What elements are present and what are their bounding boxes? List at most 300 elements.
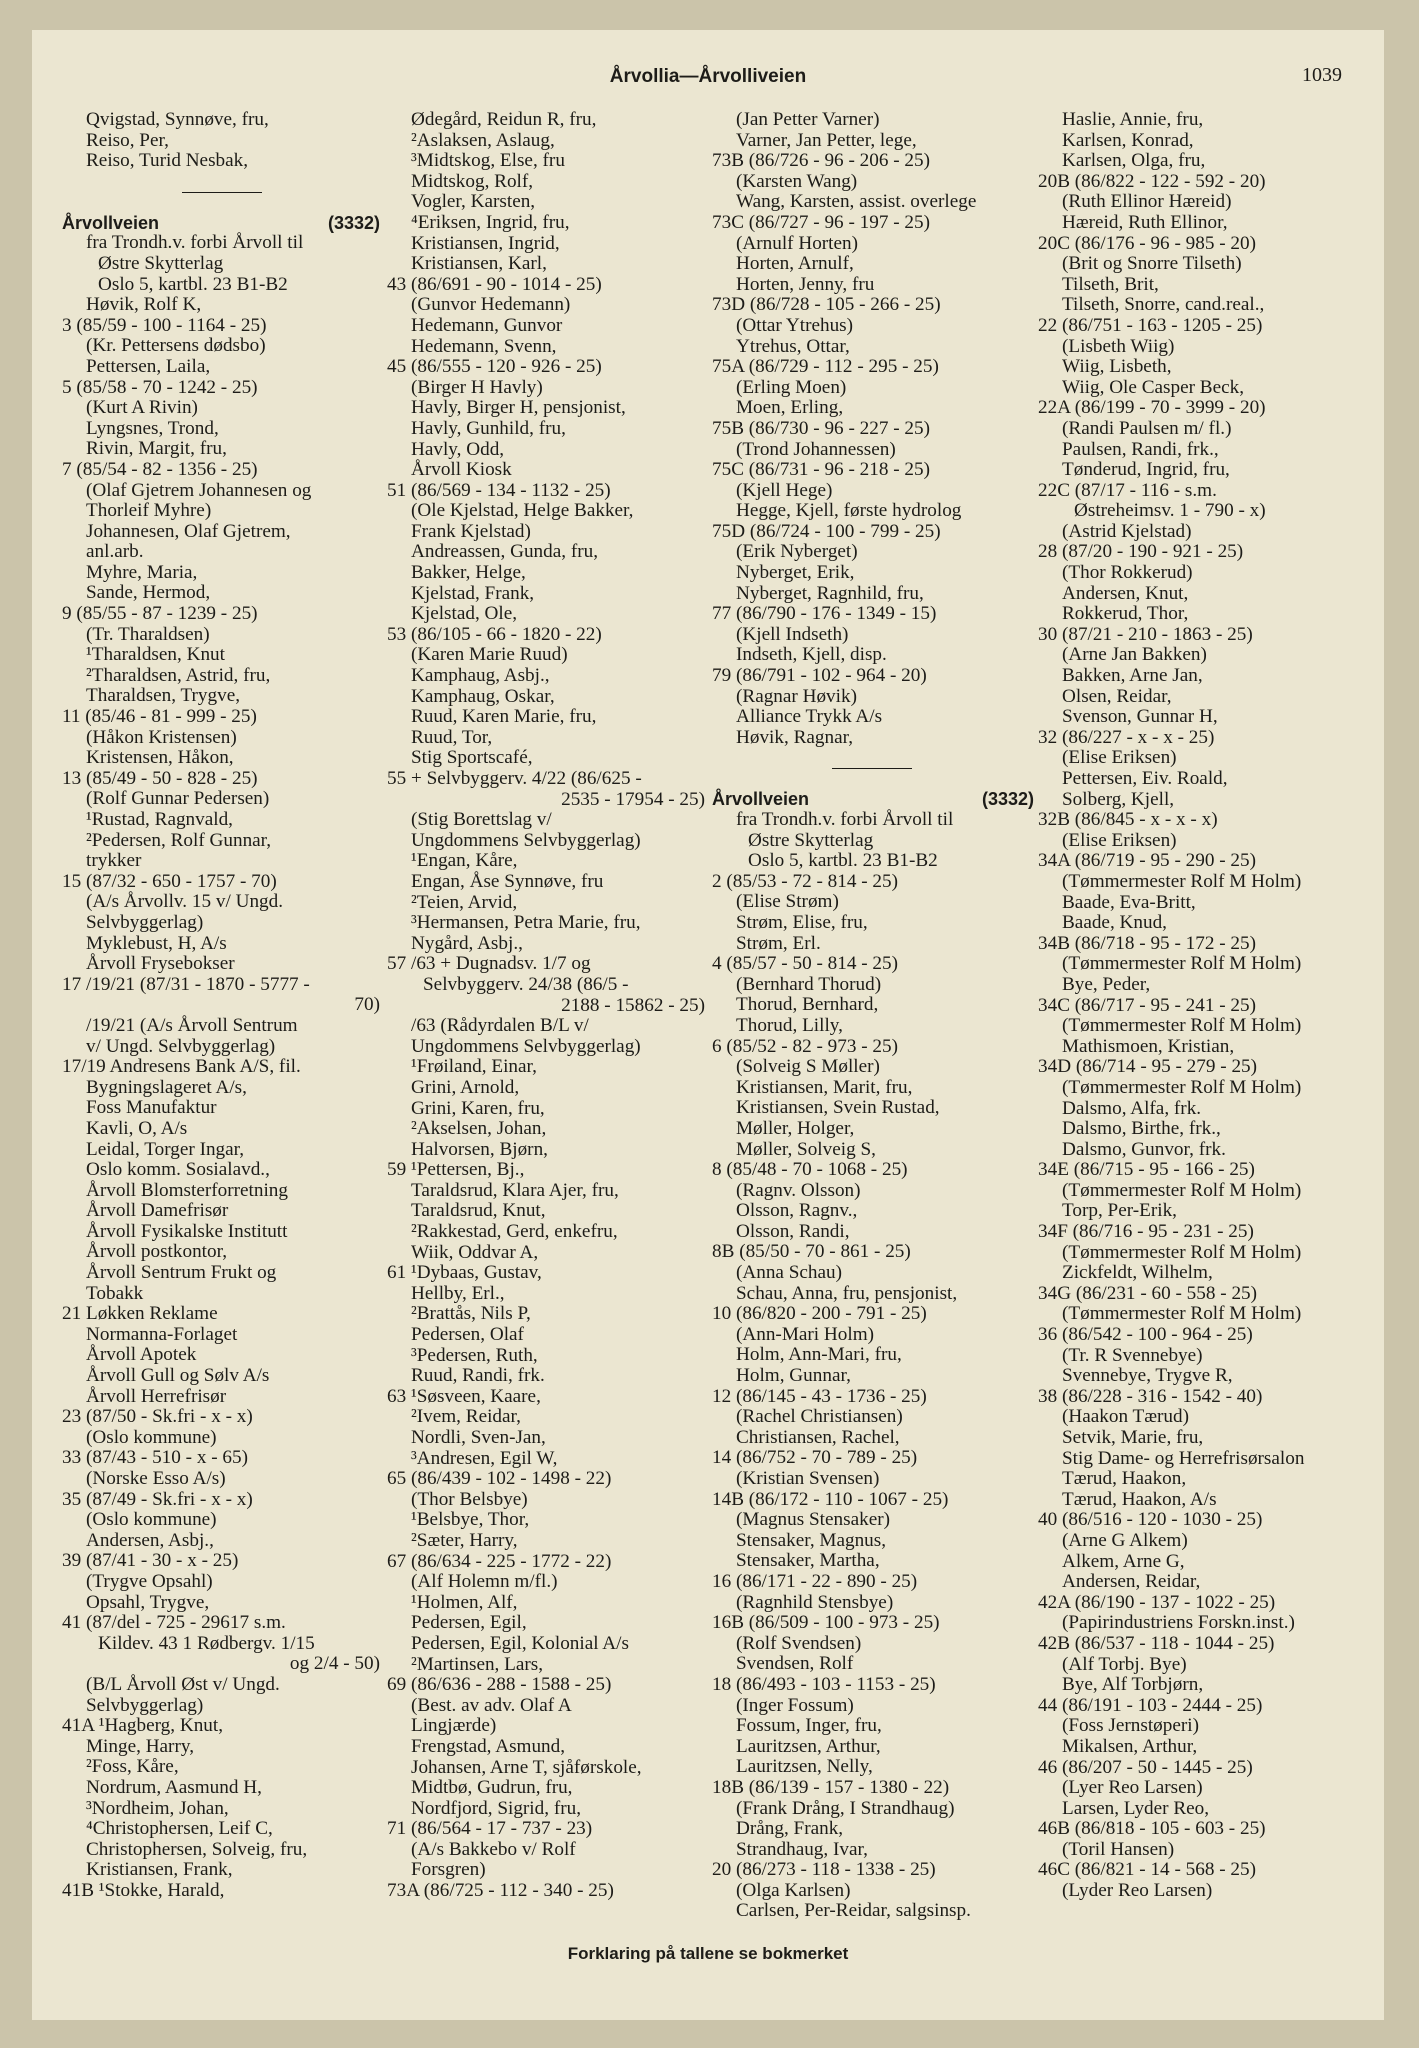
address-entry: 46C (86/821 - 14 - 568 - 25): [1038, 1859, 1256, 1881]
listing-entry: Lyngsnes, Trond,: [86, 417, 219, 439]
listing-entry: Pedersen, Egil,: [411, 1612, 527, 1634]
listing-entry: Reiso, Per,: [86, 129, 169, 151]
listing-entry: Bye, Peder,: [1062, 973, 1151, 995]
listing-entry: trykker: [86, 850, 142, 872]
listing-entry: (Elise Eriksen): [1062, 829, 1177, 851]
listing-entry: Andersen, Asbj.,: [86, 1529, 214, 1551]
listing-entry: Andersen, Knut,: [1062, 582, 1189, 604]
address-entry: 28 (87/20 - 190 - 921 - 25): [1038, 541, 1244, 563]
listing-entry: Hegge, Kjell, første hydrolog: [736, 500, 962, 522]
listing-entry: Normanna-Forlaget: [86, 1323, 238, 1345]
listing-entry: (Ruth Ellinor Hæreid): [1062, 191, 1232, 213]
address-entry: 17 /19/21 (87/31 - 1870 - 5777 -: [62, 973, 310, 995]
listing-entry: Ruud, Karen Marie, fru,: [411, 706, 597, 728]
listing-entry: (Ragnar Høvik): [736, 685, 857, 707]
listing-entry: Stig Dame- og Herrefrisørsalon: [1062, 1447, 1305, 1469]
listing-entry: (Toril Hansen): [1062, 1838, 1175, 1860]
listing-entry: Stig Sportscafé,: [411, 747, 533, 769]
listing-entry: Minge, Harry,: [86, 1735, 194, 1757]
listing-entry: (Kr. Pettersens dødsbo): [86, 335, 266, 357]
street-heading: [62, 213, 380, 234]
listing-entry: (Norske Esso A/s): [86, 1468, 226, 1489]
address-entry: 20B (86/822 - 122 - 592 - 20): [1038, 170, 1266, 192]
listing-entry: Hedemann, Gunvor: [411, 314, 563, 336]
listing-entry: Holm, Ann-Mari, fru,: [736, 1344, 902, 1366]
listing-entry: Oslo 5, kartbl. 23 B1-B2: [748, 850, 938, 872]
listing-entry: Mathismoen, Kristian,: [1062, 1035, 1235, 1057]
listing-entry: Horten, Arnulf,: [736, 253, 854, 275]
address-entry: 53 (86/105 - 66 - 1820 - 22): [387, 623, 602, 645]
listing-entry: (Ragnhild Stensbye): [736, 1591, 894, 1613]
listing-entry: ³Pedersen, Ruth,: [411, 1344, 538, 1366]
address-entry: 7 (85/54 - 82 - 1356 - 25): [62, 458, 258, 480]
address-entry: 22C (87/17 - 116 - s.m.: [1038, 479, 1217, 501]
listing-entry: (Haakon Tærud): [1062, 1406, 1189, 1428]
listing-entry: (Thor Belsbye): [411, 1488, 528, 1510]
listing-entry: ²Brattås, Nils P,: [411, 1303, 531, 1325]
listing-entry: Thorud, Bernhard,: [736, 994, 879, 1016]
address-entry: 22A (86/199 - 70 - 3999 - 20): [1038, 397, 1266, 419]
listing-entry: Kamphaug, Oskar,: [411, 685, 555, 707]
listing-entry: Havly, Gunhild, fru,: [411, 417, 566, 439]
listing-entry: Strøm, Elise, fru,: [736, 911, 868, 933]
listing-entry: Taraldsrud, Knut,: [411, 1200, 546, 1222]
listing-entry: (Kurt A Rivin): [86, 397, 198, 419]
address-entry: 32B (86/845 - x - x - x): [1038, 809, 1218, 831]
listing-entry: Østreheimsv. 1 - 790 - x): [1074, 500, 1266, 522]
footer-note: Forklaring på tallene se bokmerket: [567, 1944, 849, 1963]
listing-entry: Østre Skytterlag: [748, 829, 874, 851]
address-entry: 69 (86/636 - 288 - 1588 - 25): [387, 1674, 612, 1696]
listing-entry: Årvoll Herrefrisør: [86, 1385, 227, 1407]
listing-entry: ³Nordheim, Johan,: [86, 1797, 229, 1819]
listing-entry: Johannesen, Olaf Gjetrem,: [86, 520, 291, 542]
page-header-title: Årvollia—Årvolliveien: [609, 66, 807, 87]
street-code: (3332): [327, 212, 380, 233]
listing-entry: Thorud, Lilly,: [736, 1014, 843, 1036]
address-entry: 39 (87/41 - 30 - x - 25): [62, 1550, 239, 1572]
address-entry: 15 (87/32 - 650 - 1757 - 70): [62, 870, 277, 892]
address-entry: 73A (86/725 - 112 - 340 - 25): [387, 1880, 614, 1902]
listing-entry: (Tømmermester Rolf M Holm): [1062, 1015, 1302, 1037]
listing-entry: Ungdommens Selvbyggerlag): [411, 829, 641, 851]
listing-entry: ³Andresen, Egil W,: [411, 1447, 558, 1469]
listing-entry: /63 (Rådyrdalen B/L v/: [411, 1015, 589, 1037]
address-entry: 2535 - 17954 - 25): [561, 788, 705, 810]
address-entry: 16 (86/171 - 22 - 890 - 25): [712, 1570, 918, 1592]
listing-entry: Holm, Gunnar,: [736, 1365, 851, 1387]
address-entry: 2188 - 15862 - 25): [561, 994, 705, 1016]
listing-entry: Christophersen, Solveig, fru,: [86, 1838, 308, 1860]
listing-entry: Hedemann, Svenn,: [411, 335, 557, 357]
address-entry: 34B (86/718 - 95 - 172 - 25): [1038, 932, 1256, 954]
listing-entry: Strøm, Erl.: [736, 932, 821, 954]
listing-entry: anl.arb.: [86, 541, 144, 563]
listing-entry: (Tømmermester Rolf M Holm): [1062, 1241, 1302, 1263]
listing-entry: Selvbyggerlag): [86, 1694, 204, 1716]
listing-entry: Baade, Eva-Britt,: [1062, 891, 1196, 913]
listing-entry: (Elise Strøm): [736, 891, 839, 913]
listing-entry: Midtbø, Gudrun, fru,: [411, 1777, 573, 1799]
listing-entry: Tharaldsen, Trygve,: [86, 685, 241, 707]
listing-entry: Nyberget, Ragnhild, fru,: [736, 582, 924, 604]
listing-entry: Pedersen, Egil, Kolonial A/s: [411, 1632, 629, 1654]
listing-entry: (Elise Eriksen): [1062, 747, 1177, 769]
listing-entry: Svennebye, Trygve R,: [1062, 1365, 1233, 1387]
listing-entry: (Erik Nyberget): [736, 541, 858, 563]
listing-entry: Karlsen, Olga, fru,: [1062, 150, 1206, 172]
address-entry: 59 ¹Pettersen, Bj.,: [387, 1159, 525, 1181]
address-entry: 11 (85/46 - 81 - 999 - 25): [62, 706, 257, 728]
listing-entry: Solberg, Kjell,: [1062, 788, 1175, 810]
listing-entry: (Kjell Hege): [736, 479, 833, 501]
listing-entry: (A/s Bakkebo v/ Rolf: [411, 1838, 576, 1860]
listing-entry: Oslo 5, kartbl. 23 B1-B2: [98, 273, 288, 295]
listing-entry: (Magnus Stensaker): [736, 1509, 890, 1531]
address-entry: 75B (86/730 - 96 - 227 - 25): [712, 417, 930, 439]
listing-entry: (Ann-Mari Holm): [736, 1323, 875, 1345]
listing-entry: Tønderud, Ingrid, fru,: [1062, 459, 1230, 481]
listing-entry: Christiansen, Rachel,: [736, 1426, 900, 1448]
listing-entry: Bygningslageret A/s,: [86, 1076, 247, 1098]
address-entry: 8 (85/48 - 70 - 1068 - 25): [712, 1159, 908, 1181]
listing-entry: (Tømmermester Rolf M Holm): [1062, 1076, 1302, 1098]
listing-entry: (Alf Holemn m/fl.): [411, 1571, 558, 1593]
listing-entry: Wang, Karsten, assist. overlege: [736, 191, 977, 213]
listing-entry: (Papirindustriens Forskn.inst.): [1062, 1612, 1295, 1634]
listing-entry: Frank Kjelstad): [411, 520, 531, 542]
listing-entry: Lauritzsen, Arthur,: [736, 1735, 881, 1757]
listing-entry: Pedersen, Olaf: [411, 1324, 524, 1346]
listing-entry: (Best. av adv. Olaf A: [411, 1694, 572, 1716]
listing-entry: (Ole Kjelstad, Helge Bakker,: [411, 500, 634, 522]
address-entry: 45 (86/555 - 120 - 926 - 25): [387, 356, 602, 378]
listing-entry: (Brit og Snorre Tilseth): [1062, 253, 1242, 275]
address-entry: 41 (87/del - 725 - 29617 s.m.: [62, 1612, 286, 1634]
listing-entry: Andersen, Reidar,: [1062, 1571, 1201, 1593]
address-entry: 6 (85/52 - 82 - 973 - 25): [712, 1035, 898, 1057]
listing-entry: Fossum, Inger, fru,: [736, 1715, 882, 1737]
address-entry: 70): [354, 994, 380, 1016]
address-entry: 12 (86/145 - 43 - 1736 - 25): [712, 1385, 927, 1407]
column-4: [1038, 110, 1368, 1902]
listing-entry: Havly, Birger H, pensjonist,: [411, 397, 626, 419]
address-entry: 75C (86/731 - 96 - 218 - 25): [712, 459, 930, 481]
listing-entry: Svendsen, Rolf: [736, 1653, 854, 1675]
address-entry: 46B (86/818 - 105 - 603 - 25): [1038, 1818, 1266, 1840]
listing-entry: Tilseth, Brit,: [1062, 273, 1159, 295]
listing-entry: Tobakk: [86, 1282, 144, 1304]
listing-entry: Nordli, Sven-Jan,: [411, 1427, 546, 1448]
address-entry: 67 (86/634 - 225 - 1772 - 22): [387, 1550, 612, 1572]
listing-entry: ²Martinsen, Lars,: [411, 1653, 544, 1675]
listing-entry: ⁴Eriksen, Ingrid, fru,: [411, 211, 570, 233]
listing-entry: Nyberget, Erik,: [736, 562, 855, 584]
listing-entry: Årvoll Fysikalske Institutt: [86, 1220, 288, 1242]
address-entry: 18B (86/139 - 157 - 1380 - 22): [712, 1776, 950, 1798]
listing-entry: (Arne Jan Bakken): [1062, 644, 1207, 666]
listing-entry: Hæreid, Ruth Ellinor,: [1062, 211, 1228, 233]
listing-entry: Kamphaug, Asbj.,: [411, 665, 550, 687]
listing-entry: Kjelstad, Ole,: [411, 603, 518, 625]
address-entry: 51 (86/569 - 134 - 1132 - 25): [387, 479, 611, 501]
address-entry: 34F (86/716 - 95 - 231 - 25): [1038, 1221, 1254, 1243]
address-entry: 14B (86/172 - 110 - 1067 - 25): [712, 1488, 949, 1510]
listing-entry: Kristiansen, Svein Rustad,: [736, 1097, 940, 1119]
address-entry: 61 ¹Dybaas, Gustav,: [387, 1262, 542, 1284]
listing-entry: Wiig, Ole Casper Beck,: [1062, 376, 1244, 398]
listing-entry: Opsahl, Trygve,: [86, 1591, 210, 1613]
listing-entry: ³Hermansen, Petra Marie, fru,: [411, 912, 641, 934]
listing-entry: ¹Rustad, Ragnvald,: [86, 809, 233, 830]
address-entry: 34A (86/719 - 95 - 290 - 25): [1038, 850, 1256, 872]
listing-entry: Ødegård, Reidun R, fru,: [411, 109, 597, 130]
listing-entry: Ungdommens Selvbyggerlag): [411, 1035, 641, 1057]
street-code: (3332): [981, 789, 1034, 810]
listing-entry: Bye, Alf Torbjørn,: [1062, 1674, 1204, 1696]
directory-page: [32, 30, 1384, 2020]
listing-entry: ¹Engan, Kåre,: [411, 850, 518, 872]
listing-entry: Foss Manufaktur: [86, 1097, 217, 1119]
address-entry: 10 (86/820 - 200 - 791 - 25): [712, 1303, 927, 1325]
listing-entry: Karlsen, Konrad,: [1062, 129, 1194, 151]
address-entry: 21 Løkken Reklame: [62, 1303, 218, 1325]
listing-entry: Kristiansen, Marit, fru,: [736, 1076, 913, 1098]
listing-entry: ²Tharaldsen, Astrid, fru,: [86, 664, 271, 686]
listing-entry: Stensaker, Magnus,: [736, 1529, 887, 1551]
address-entry: 5 (85/58 - 70 - 1242 - 25): [62, 376, 258, 398]
listing-entry: (Oslo kommune): [86, 1426, 217, 1448]
listing-entry: (Rolf Gunnar Pedersen): [86, 788, 270, 810]
address-entry: 57 /63 + Dugnadsv. 1/7 og: [387, 953, 591, 975]
listing-entry: (Olaf Gjetrem Johannesen og: [86, 479, 312, 501]
listing-entry: (Birger H Havly): [411, 376, 543, 398]
listing-entry: (Astrid Kjelstad): [1062, 520, 1192, 542]
listing-entry: Olsen, Reidar,: [1062, 685, 1172, 707]
listing-entry: Hellby, Erl.,: [411, 1282, 505, 1304]
listing-entry: Tærud, Haakon, A/s: [1062, 1488, 1217, 1510]
address-entry: 42A (86/190 - 137 - 1022 - 25): [1038, 1591, 1276, 1613]
listing-entry: Østre Skytterlag: [98, 252, 224, 274]
listing-entry: Frengstad, Asmund,: [411, 1735, 566, 1757]
address-entry: 77 (86/790 - 176 - 1349 - 15): [712, 603, 937, 625]
listing-entry: Larsen, Lyder Reo,: [1062, 1797, 1210, 1819]
section-separator: [712, 748, 1034, 789]
listing-entry: Varner, Jan Petter, lege,: [736, 129, 917, 151]
listing-entry: Møller, Holger,: [736, 1117, 855, 1139]
listing-entry: Taraldsrud, Klara Ajer, fru,: [411, 1179, 619, 1201]
listing-entry: Kavli, O, A/s: [86, 1117, 188, 1139]
listing-entry: Nygård, Asbj.,: [411, 932, 523, 954]
address-entry: 8B (85/50 - 70 - 861 - 25): [712, 1241, 911, 1263]
address-entry: 9 (85/55 - 87 - 1239 - 25): [62, 603, 258, 625]
listing-entry: Pettersen, Laila,: [86, 355, 211, 377]
listing-entry: Rivin, Margit, fru,: [86, 438, 227, 460]
listing-entry: Pettersen, Eiv. Roald,: [1062, 768, 1228, 789]
listing-entry: ³Midtskog, Else, fru: [411, 150, 565, 172]
listing-entry: Strandhaug, Ivar,: [736, 1838, 868, 1860]
listing-entry: (Frank Drång, I Strandhaug): [736, 1797, 955, 1819]
listing-entry: (Karsten Wang): [736, 170, 858, 192]
address-entry: 18 (86/493 - 103 - 1153 - 25): [712, 1673, 936, 1695]
listing-entry: Kildev. 43 1 Rødbergv. 1/15: [98, 1632, 315, 1654]
address-entry: 17/19 Andresens Bank A/S, fil.: [62, 1056, 301, 1078]
listing-entry: (Ragnv. Olsson): [736, 1179, 861, 1201]
listing-entry: (Rolf Svendsen): [736, 1632, 862, 1654]
listing-entry: (Stig Borettslag v/: [411, 809, 552, 831]
listing-entry: Zickfeldt, Wilhelm,: [1062, 1262, 1213, 1284]
listing-entry: Kristiansen, Karl,: [411, 253, 547, 275]
listing-entry: Lingjærde): [411, 1715, 497, 1737]
listing-entry: Olsson, Ragnv.,: [736, 1200, 858, 1222]
address-entry: 2 (85/53 - 72 - 814 - 25): [712, 870, 898, 892]
listing-entry: Høvik, Rolf K,: [86, 294, 202, 316]
listing-entry: fra Trondh.v. forbi Årvoll til: [86, 232, 304, 254]
listing-entry: Reiso, Turid Nesbak,: [86, 150, 249, 172]
listing-entry: Bakken, Arne Jan,: [1062, 665, 1203, 687]
section-separator: [62, 172, 380, 213]
listing-entry: Ytrehus, Ottar,: [736, 335, 850, 357]
listing-entry: (Ottar Ytrehus): [736, 314, 854, 336]
address-entry: 34C (86/717 - 95 - 241 - 25): [1038, 994, 1256, 1016]
listing-entry: ¹Belsbye, Thor,: [411, 1509, 530, 1531]
address-entry: 34G (86/231 - 60 - 558 - 25): [1038, 1282, 1258, 1304]
listing-entry: Andreassen, Gunda, fru,: [411, 541, 599, 563]
listing-entry: Lauritzsen, Nelly,: [736, 1756, 873, 1778]
listing-entry: Årvoll Gull og Sølv A/s: [86, 1365, 270, 1387]
listing-entry: ¹Tharaldsen, Knut: [86, 644, 225, 666]
street-name: Årvollveien: [712, 789, 810, 810]
address-entry: 22 (86/751 - 163 - 1205 - 25): [1038, 314, 1263, 336]
listing-entry: Kristiansen, Frank,: [86, 1859, 233, 1881]
listing-entry: Stensaker, Martha,: [736, 1550, 880, 1572]
listing-entry: Oslo komm. Sosialavd.,: [86, 1159, 270, 1181]
listing-entry: Grini, Arnold,: [411, 1076, 520, 1098]
address-entry: og 2/4 - 50): [289, 1653, 380, 1675]
address-entry: 46 (86/207 - 50 - 1445 - 25): [1038, 1756, 1253, 1778]
listing-entry: Wiig, Lisbeth,: [1062, 356, 1172, 378]
listing-entry: (Tr. Tharaldsen): [86, 623, 210, 645]
address-entry: 38 (86/228 - 316 - 1542 - 40): [1038, 1385, 1263, 1407]
address-entry: 3 (85/59 - 100 - 1164 - 25): [62, 314, 267, 336]
listing-entry: (Foss Jernstøperi): [1062, 1715, 1199, 1737]
listing-entry: Årvoll Apotek: [86, 1344, 197, 1366]
listing-entry: Kjelstad, Frank,: [411, 582, 535, 604]
listing-entry: Sande, Hermod,: [86, 582, 211, 604]
listing-entry: (Inger Fossum): [736, 1694, 854, 1716]
listing-entry: ²Sæter, Harry,: [411, 1529, 518, 1551]
listing-entry: (Tømmermester Rolf M Holm): [1062, 870, 1302, 892]
listing-entry: Dalsmo, Gunvor, frk.: [1062, 1138, 1226, 1160]
listing-entry: Torp, Per-Erik,: [1062, 1200, 1177, 1222]
listing-entry: Rokkerud, Thor,: [1062, 603, 1189, 625]
address-entry: 23 (87/50 - Sk.fri - x - x): [62, 1406, 253, 1428]
address-entry: 20 (86/273 - 118 - 1338 - 25): [712, 1859, 936, 1881]
listing-entry: ⁴Christophersen, Leif C,: [86, 1818, 273, 1840]
listing-entry: Haslie, Annie, fru,: [1062, 109, 1204, 130]
address-entry: 75A (86/729 - 112 - 295 - 25): [712, 356, 939, 378]
listing-entry: Olsson, Randi,: [736, 1220, 850, 1242]
listing-entry: Schau, Anna, fru, pensjonist,: [736, 1282, 958, 1304]
listing-entry: (Alf Torbj. Bye): [1062, 1653, 1187, 1675]
listing-entry: (Jan Petter Varner): [736, 109, 880, 130]
address-entry: 41A ¹Hagberg, Knut,: [62, 1715, 224, 1737]
column-2: [387, 110, 705, 1902]
listing-entry: (Lisbeth Wiig): [1062, 335, 1175, 357]
listing-entry: ²Aslaksen, Aslaug,: [411, 129, 555, 151]
column-1: [62, 110, 380, 1901]
listing-entry: (Trond Johannessen): [736, 438, 896, 460]
listing-entry: (Trygve Opsahl): [86, 1570, 213, 1592]
address-entry: 36 (86/542 - 100 - 964 - 25): [1038, 1324, 1253, 1346]
listing-entry: Wiik, Oddvar A,: [411, 1241, 539, 1263]
listing-entry: Horten, Jenny, fru: [736, 273, 875, 295]
listing-entry: (Lyer Reo Larsen): [1062, 1777, 1203, 1799]
street-heading: [712, 789, 1034, 810]
listing-entry: (Arne G Alkem): [1062, 1529, 1188, 1551]
address-entry: 13 (85/49 - 50 - 828 - 25): [62, 767, 258, 789]
listing-entry: Dalsmo, Alfa, frk.: [1062, 1097, 1202, 1119]
listing-entry: Leidal, Torger Ingar,: [86, 1138, 245, 1160]
listing-entry: (Kristian Svensen): [736, 1468, 880, 1489]
address-entry: 79 (86/791 - 102 - 964 - 20): [712, 665, 927, 687]
listing-entry: Baade, Knud,: [1062, 912, 1167, 934]
address-entry: 63 ¹Søsveen, Kaare,: [387, 1385, 541, 1407]
address-entry: 30 (87/21 - 210 - 1863 - 25): [1038, 623, 1253, 645]
listing-entry: (Thor Rokkerud): [1062, 562, 1193, 584]
listing-entry: Vogler, Karsten,: [411, 191, 536, 213]
address-entry: 41B ¹Stokke, Harald,: [62, 1879, 225, 1901]
address-entry: 34E (86/715 - 95 - 166 - 25): [1038, 1159, 1255, 1181]
listing-entry: (Tømmermester Rolf M Holm): [1062, 1179, 1302, 1201]
listing-entry: (Solveig S Møller): [736, 1056, 880, 1078]
listing-entry: ¹Frøiland, Einar,: [411, 1056, 537, 1078]
listing-entry: Johansen, Arne T, sjåførskole,: [411, 1756, 642, 1778]
listing-entry: Tærud, Haakon,: [1062, 1468, 1187, 1490]
listing-entry: Myhre, Maria,: [86, 561, 198, 583]
listing-entry: Engan, Åse Synnøve, fru: [411, 870, 604, 892]
page-number: 1039: [1302, 64, 1342, 86]
address-entry: 75D (86/724 - 100 - 799 - 25): [712, 520, 941, 542]
listing-entry: Kristensen, Håkon,: [86, 747, 234, 769]
column-3: [712, 110, 1034, 1922]
address-entry: 73B (86/726 - 96 - 206 - 25): [712, 150, 930, 172]
listing-entry: ¹Holmen, Alf,: [411, 1591, 518, 1613]
listing-entry: /19/21 (A/s Årvoll Sentrum: [86, 1014, 298, 1036]
listing-entry: Ruud, Tor,: [411, 726, 493, 748]
address-entry: 42B (86/537 - 118 - 1044 - 25): [1038, 1632, 1275, 1654]
listing-entry: (Tømmermester Rolf M Holm): [1062, 953, 1302, 975]
listing-entry: Midtskog, Rolf,: [411, 170, 534, 192]
listing-entry: Årvoll Kiosk: [411, 459, 512, 481]
address-entry: 14 (86/752 - 70 - 789 - 25): [712, 1447, 918, 1469]
listing-entry: ²Foss, Kåre,: [86, 1756, 179, 1778]
listing-entry: Moen, Erling,: [736, 397, 844, 419]
street-name: Årvollveien: [62, 212, 160, 233]
listing-entry: Dalsmo, Birthe, frk.,: [1062, 1118, 1221, 1140]
listing-entry: ²Teien, Arvid,: [411, 891, 518, 913]
listing-entry: Drång, Frank,: [736, 1818, 844, 1840]
listing-entry: Qvigstad, Synnøve, fru,: [86, 109, 269, 130]
listing-entry: Årvoll Blomsterforretning: [86, 1179, 288, 1201]
listing-entry: (Anna Schau): [736, 1262, 843, 1284]
listing-entry: Alliance Trykk A/s: [736, 706, 883, 728]
listing-entry: Paulsen, Randi, frk.,: [1062, 438, 1219, 460]
listing-entry: (Tr. R Svennebye): [1062, 1344, 1203, 1366]
listing-entry: Møller, Solveig S,: [736, 1138, 876, 1160]
address-entry: 65 (86/439 - 102 - 1498 - 22): [387, 1468, 612, 1490]
listing-entry: ²Rakkestad, Gerd, enkefru,: [411, 1221, 618, 1243]
